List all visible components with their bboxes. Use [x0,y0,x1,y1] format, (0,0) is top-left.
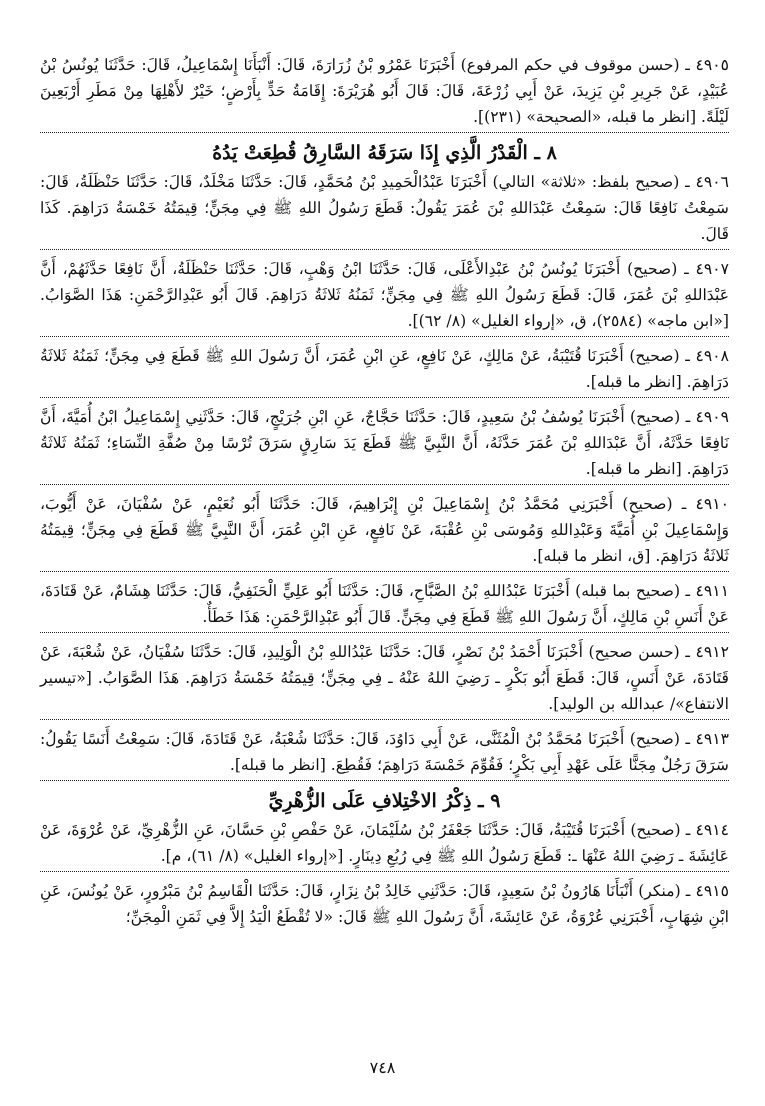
page-number: ٧٤٨ [369,1058,396,1077]
hadith-entry-4905: ٤٩٠٥ ـ (حسن موقوف في حكم المرفوع) أَخْبَرَنَا عَمْرُو بْنُ زُرَارَةَ، قَالَ: أَنْبَأَنَا إِسْمَاعِيلُ، قَالَ: حَدَّثَنَا يُونُسُ بْنُ عُبَيْدٍ، عَنْ جَرِيرِ بْنِ يَزِيدَ، عَنْ أَبِي زُرْعَةَ، قَالَ: قَالَ أَبُو هُرَيْرَةَ: إِقَامَةُ حَدٍّ بِأَرْضٍ؛ خَيْرٌ لأَهْلِهَا مِنْ مَطَرِ أَرْبَعِينَ لَيْلَةً. [انظر ما قبله، «الصحيحة» (٢٣١)]. [40,52,729,133]
hadith-entry-4906: ٤٩٠٦ ـ (صحيح بلفظ: «ثلاثة» التالي) أَخْبَرَنَا عَبْدُالْحَمِيدِ بْنُ مُحَمَّدٍ، قَالَ: حَدَّثَنَا مَخْلَدٌ، قَالَ: حَدَّثَنَا حَنْظَلَةُ، قَالَ: سَمِعْتُ نَافِعًا قَالَ: سَمِعْتُ عَبْدَاللهِ بْنَ عُمَرَ يَقُولُ: قَطَعَ رَسُولُ اللهِ ﷺ فِي مِجَنٍّ؛ قِيمَتُهُ خَمْسَةُ دَرَاهِمَ. كَذَا قَالَ. [40,169,729,250]
hadith-entry-4915: ٤٩١٥ ـ (منكر) أَنْبَأَنَا هَارُونُ بْنُ سَعِيدٍ، قَالَ: حَدَّثَنِي خَالِدُ بْنُ نِزَارٍ، قَالَ: حَدَّثَنَا الْقَاسِمُ بْنُ مَبْرُورٍ، عَنْ يُونُسَ، عَنِ ابْنِ شِهَابٍ، أَخْبَرَنِي عُرْوَةُ، عَنْ عَائِشَةَ، أَنَّ رَسُولَ اللهِ ﷺ قَالَ: «لا تُقْطَعُ الْيَدُ إِلاَّ فِي ثَمَنِ الْمِجَنِّ؛ [40,882,729,926]
hadith-entry-4914: ٤٩١٤ ـ (صحيح) أَخْبَرَنَا قُتَيْبَةُ، قَالَ: حَدَّثَنَا جَعْفَرُ بْنُ سُلَيْمَانَ، عَنْ حَفْصِ بْنِ حَسَّانَ، عَنِ الزُّهْرِيِّ، عَنْ عُرْوَةَ، عَنْ عَائِشَةَ ـ رَضِيَ اللهُ عَنْهَا ـ: قَطَعَ رَسُولُ اللهِ ﷺ فِي رُبُعِ دِينَارٍ. [«إرواء الغليل» (٨/ ٦١)، م]. [40,817,729,872]
hadith-entry-4908: ٤٩٠٨ ـ (صحيح) أَخْبَرَنَا قُتَيْبَةُ، عَنْ مَالِكٍ، عَنْ نَافِعٍ، عَنِ ابْنِ عُمَرَ، أَنَّ رَسُولَ اللهِ ﷺ قَطَعَ فِي مِجَنٍّ؛ ثَمَنُهُ ثَلاثَةُ دَرَاهِمَ. [انظر ما قبله]. [40,343,729,398]
chapter-heading-9: ٩ ـ ذِكْرُ الاخْتِلافِ عَلَى الزُّهْرِيِّ [268,790,501,812]
hadith-entry-4911: ٤٩١١ ـ (صحيح بما قبله) أَخْبَرَنَا عَبْدُاللهِ بْنُ الصَّبَّاحِ، قَالَ: حَدَّثَنَا أَبُو عَلِيٍّ الْحَنَفِيُّ، قَالَ: حَدَّثَنَا هِشَامٌ، عَنْ قَتَادَةَ، عَنْ أَنَسِ بْنِ مَالِكٍ، أَنَّ رَسُولَ اللهِ ﷺ قَطَعَ فِي مِجَنٍّ. قَالَ أَبُو عَبْدِالرَّحْمَنِ: هَذَا خَطَأٌ. [40,578,729,633]
hadith-entry-4912: ٤٩١٢ ـ (حسن صحيح) أَخْبَرَنَا أَحْمَدُ بْنُ نَصْرٍ، قَالَ: حَدَّثَنَا عَبْدُاللهِ بْنُ الْوَلِيدِ، قَالَ: حَدَّثَنَا سُفْيَانُ، عَنْ شُعْبَةَ، عَنْ قَتَادَةَ، عَنْ أَنَسٍ، قَالَ: قَطَعَ أَبُو بَكْرٍ ـ رَضِيَ اللهُ عَنْهُ ـ فِي مِجَنٍّ؛ قِيمَتُهُ خَمْسَةُ دَرَاهِمَ. هَذَا الصَّوَابُ. [«تيسير الانتفاع»/ عبدالله بن الوليد]. [40,639,729,720]
hadith-entry-4913: ٤٩١٣ ـ (صحيح) أَخْبَرَنَا مُحَمَّدُ بْنُ الْمُثَنَّى، عَنْ أَبِي دَاوُدَ، قَالَ: حَدَّثَنَا شُعْبَةُ، عَنْ قَتَادَةَ، قَالَ: سَمِعْتُ أَنَسًا يَقُولُ: سَرَقَ رَجُلٌ مِجَنًّا عَلَى عَهْدِ أَبِي بَكْرٍ؛ فَقُوِّمَ خَمْسَةَ دَرَاهِمَ؛ فَقُطِعَ. [انظر ما قبله]. [40,726,729,781]
hadith-entry-4909: ٤٩٠٩ ـ (صحيح) أَخْبَرَنَا يُوسُفُ بْنُ سَعِيدٍ، قَالَ: حَدَّثَنَا حَجَّاجٌ، عَنِ ابْنِ جُرَيْجٍ، قَالَ: حَدَّثَنِي إِسْمَاعِيلُ ابْنُ أُمَيَّةَ، أَنَّ نَافِعًا حَدَّثَهُ، أَنَّ عَبْدَاللهِ بْنَ عُمَرَ حَدَّثَهُ، أَنَّ النَّبِيَّ ﷺ قَطَعَ يَدَ سَارِقٍ سَرَقَ تُرْسًا مِنْ صُفَّةِ النِّسَاءِ؛ ثَمَنُهُ ثَلاثَةُ دَرَاهِمَ. [انظر ما قبله]. [40,404,729,485]
chapter-heading-8: ٨ ـ الْقَدْرُ الَّذِي إِذَا سَرَقَهُ السَّارِقُ قُطِعَتْ يَدُهُ [212,142,557,164]
hadith-entry-4907: ٤٩٠٧ ـ (صحيح) أَخْبَرَنَا يُونُسُ بْنُ عَبْدِالأَعْلَى، قَالَ: حَدَّثَنَا ابْنُ وَهْبٍ، قَالَ: حَدَّثَنَا حَنْظَلَةُ، أَنَّ نَافِعًا حَدَّثَهُمْ، أَنَّ عَبْدَاللهِ بْنَ عُمَرَ، قَالَ: قَطَعَ رَسُولُ اللهِ ﷺ فِي مِجَنٍّ؛ ثَمَنُهُ ثَلاثَةُ دَرَاهِمَ. قَالَ أَبُو عَبْدِالرَّحْمَنِ: هَذَا الصَّوَابُ. [«ابن ماجه» (٢٥٨٤)، ق، «إرواء الغليل» (٨/ ٦٢)]. [40,256,729,337]
hadith-entry-4910: ٤٩١٠ ـ (صحيح) أَخْبَرَنِي مُحَمَّدُ بْنُ إِسْمَاعِيلَ بْنِ إِبْرَاهِيمَ، قَالَ: حَدَّثَنَا أَبُو نُعَيْمٍ، عَنْ سُفْيَانَ، عَنْ أَيُّوبَ، وَإِسْمَاعِيلَ بْنِ أُمَيَّةَ وَعَبْدِاللهِ وَمُوسَى بْنِ عُقْبَةَ، عَنْ نَافِعٍ، عَنِ ابْنِ عُمَرَ، أَنَّ النَّبِيَّ ﷺ قَطَعَ فِي مِجَنٍّ؛ قِيمَتُهُ ثَلاثَةُ دَرَاهِمَ. [ق، انظر ما قبله]. [40,491,729,572]
